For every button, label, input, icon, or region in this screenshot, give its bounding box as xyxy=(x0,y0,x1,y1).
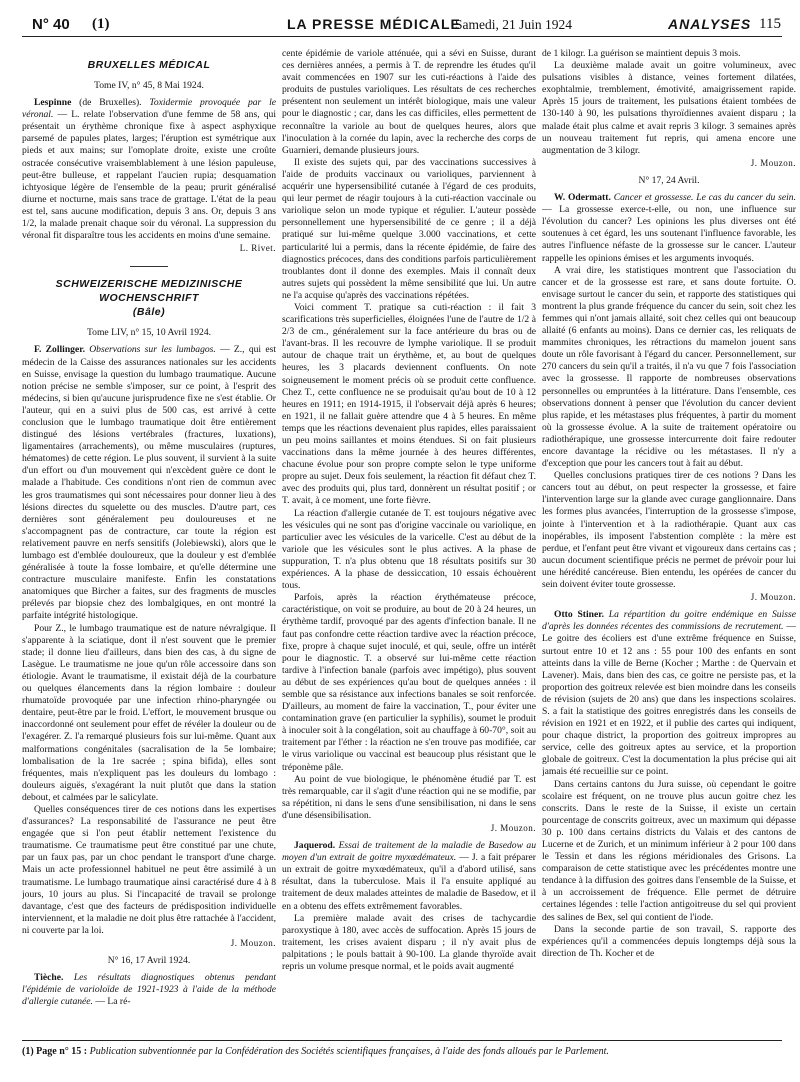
author-name: Jaquerod. xyxy=(294,840,336,852)
page-footnote xyxy=(22,1040,782,1058)
issue-number: N° 40 xyxy=(32,16,70,33)
article-title: Essai de traitement de la maladie de Basedow au moyen d'un extrait de goitre myxœdémateux. xyxy=(282,840,536,864)
journal-reference: Tome IV, n° 45, 8 Mai 1924. xyxy=(94,80,204,91)
abstract-text: — La ré- xyxy=(92,996,131,1008)
abstract-paragraph: A vrai dire, les statistiques montrent que l'association du cancer et de la grossesse est rare, et sans doute fortuite. O. envisage surtout le cancer du sein, et rapporte des statistiques qui montrent la plus grande fréquence du cancer du sein, soit chez les femmes qui n'ont jamais allaité, soit chez celles qui ont beaucoup allaité (6 enfants au moins). Dans ce dernier cas, les reliquats de mammites chroniques, les rétractions du mamelon jouent sans doute un rôle favorisant à l'égard du cancer. Personnellement, sur 270 cancers du sein qu'il a traités, il n'a vu que 7 fois l'association avec la grossesse. Il rapporte de nombreuses observations personnelles ou empruntées à la littérature. Dans l'ensemble, ces observations donnent à penser que l'évolution du cancer devient plus rapide, et les métastases plus fréquentes, à partir du moment où la grossesse évolue. A la suite de traitement opératoire ou radiothérapique, une grossesse intercurrente doit faire redouter encore davantage la récidive ou les métastases. Il n'y a d'exception que pour les cancers tout à fait au début. xyxy=(542,264,796,470)
abstract-paragraph: La réaction d'allergie cutanée de T. est toujours négative avec les vésicules qui ne sont pas d'origine vaccinale ou variolique, en particulier avec les vésicules de la varicelle. C'est au début de la variole que les vésicules sont le plus actives. A la phase de suppuration, T. n'a plus obtenu que 18 résultats positifs sur 30 expériences. A la phase de dessiccation, 10 essais échouèrent tous. xyxy=(282,507,536,592)
journal-heading: SCHWEIZERISCHE MEDIZINISCHE WOCHENSCHRIFT xyxy=(55,278,243,305)
abstract-text: — J. a fait préparer un extrait de goitre myxœdémateux, qu'il a d'abord utilisé, sans résultat, dans la tuberculose. Mais il l'a ensuite appliqué au traitement de deux malades atteintes de maladie de Basedow, et il en a obtenu des effets extrêmement favorables. xyxy=(282,852,536,912)
journal-reference: N° 16, 17 Avril 1924. xyxy=(107,955,191,967)
author-name: W. Odermatt. xyxy=(554,192,611,204)
abstract-text: — La grossesse exerce-t-elle, ou non, une influence sur l'évolution du cancer? Les opinions les plus diverses ont été soutenues à cet égard, les uns soutenant l'influence favorable, les autres l'influence néfaste de la grossesse sur le cancer. L'auteur rappelle les opinions émises et les arguments invoqués. xyxy=(542,204,796,264)
abstract-paragraph: Parfois, après la réaction érythémateuse précoce, caractéristique, on voit se produire, au bout de 20 à 24 heures, un érythème tardif, provoqué par des agents d'infection banale. Il ne faut pas confondre cette réaction tardive avec la réaction précoce, fixe, propre à chaque sujet inoculé, et qui, seule, offre un intérêt pour le diagnostic. T. a observé sur lui-même cette réaction tardive à l'infection banale (parfois avec impétigo), plus souvent au début de ses expériences qu'au bout de quelques années : il semble que sa résistance aux infections banales se soit renforcée. D'ailleurs, au moment de faire la vaccination, T., pour éviter une contamination grave (en particulier la syphilis), soumet le produit à inoculer soit à la congélation, soit au chauffage à 60-70°, soit au traitement par l'éther : la réaction ne s'en trouve pas modifiée, car le virus variolique ou vaccinal est beaucoup plus résistant que le tréponème pâle. xyxy=(282,592,536,773)
section-name: ANALYSES xyxy=(668,16,752,32)
abstract-paragraph xyxy=(542,609,796,778)
journal-reference: Tome LIV, n° 15, 10 Avril 1924. xyxy=(86,327,212,339)
abstract-paragraph: Dans la seconde partie de son travail, S. rapporte des expériences qu'il a commencées depuis longtemps déjà sous la direction de Th. Kocher et de xyxy=(542,923,796,959)
author-name: Otto Stiner. xyxy=(554,609,605,621)
article-title: Cancer et grossesse. Le cas du cancer du sein. xyxy=(610,192,796,204)
abstract-text: — Le goitre des écoliers est d'une extrême fréquence en Suisse, surtout entre 10 et 12 ans : 55 pour 100 des enfants en sont atteints dans la ville de Berne (Kocher ; Marthe : de Quervain et Lavener). Mais, dans bien des cas, ce goitre ne persiste pas, et la proportion des goitreux relevée est bien moindre dans les conseils de révision (sujets de 20 ans) que dans les inspections scolaires. S. a fait la statistique des goitres enregistrés dans les conseils de révision en 1921 et en 1922, et il publie des cartes qui indiquent, pour chaque district, la proportion des goitreux impropres au service, celle des goitreux aptes au service, et la proportion globale de goitreux. C'est la documentation la plus précise qui ait jamais été recueillie sur ce point. xyxy=(542,621,796,778)
abstract-paragraph: Pour Z., le lumbago traumatique est de nature névralgique. Il s'apparente à la sciatique, dont il n'est souvent que le premier stade; il donne lieu d'ailleurs, dans bien des cas, à du signe de Lasègue. Le traumatisme ne joue qu'un rôle accessoire dans son étiologie. Avant le traumatisme, il existait déjà de la courbature ou quelques élancements dans la région lombaire : douleur rhumatoïde provoquée par une infection rhino-pharyngée ou dentaire, peut-être par le froid. L'effort, le mouvement brusque ou inaccordonné ont seulement pour effet de révéler la douleur ou de l'exagérer. Z. l'a remarqué plusieurs fois sur lui-même. Quant aux malformations congénitales (sacralisation de la 5e lombaire; lombalisation de la 1re sacrée ; spina bifida), elles sont fréquentes, mais n'expliquent pas les douleurs du lombago : douleurs aiguës, s'exagérant la nuit plutôt que dans la station debout, et calmées par le salicylate. xyxy=(22,622,276,803)
signature: J. Mouzon. xyxy=(750,157,796,168)
signature: J. Mouzon. xyxy=(490,823,536,833)
abstract-paragraph: Au point de vue biologique, le phénomène étudié par T. est très remarquable, car il s'agit d'une réaction qui ne se modifie, par sa répétition, ni dans le sens d'une sensibilisation, ni dans le sens d'une désensibilisation. xyxy=(282,773,536,821)
author-name: Lespinne xyxy=(34,97,72,109)
signature: J. Mouzon. xyxy=(230,938,276,948)
abstract-paragraph xyxy=(22,972,276,1008)
abstract-paragraph: Il existe des sujets qui, par des vaccinations successives à l'aide de produits vaccinaux ou varioliques, parviennent à acquérir une hypersensibilité cutanée à l'égard de ces produits, qui leur permet de réagir toujours à la cuti-réaction vaccinale ou variolique selon un mode typique et régulier. L'auteur possède personnellement une hypersensibilité de ce genre ; il a déjà pratiqué sur lui-même quelque 3.000 vaccinations, et cette particularité lui a permis, dans la récente épidémie, de faire des diagnostics précoces, dans des conditions parfois particulièrement troublantes dont il donne des exemples. Mais il connaît deux autres sujets qui possèdent la même sensibilité que lui. Un autre ne l'a acquise qu'après des vaccinations répétées. xyxy=(282,156,536,301)
author-affiliation: (de Bruxelles). xyxy=(71,97,150,109)
abstract-paragraph: La première malade avait des crises de tachycardie paroxystique à 180, avec accès de suffocation. Après 15 jours de traitement, les crises avaient disparu ; il n'y avait plus de palpitations ; le pouls battait à 90-100. La glande thyroïde avait repris un volume presque normal, et le poids avait augmenté xyxy=(282,912,536,973)
author-name: F. Zollinger. xyxy=(34,344,85,356)
abstract-paragraph: Voici comment T. pratique sa cuti-réaction : il fait 3 scarifications très superficielles, éloignées l'une de l'autre de 1/2 à 2/3 de cm., généralement sur la face antérieure du bras ou de l'avant-bras. Il les recouvre de lymphe variolique. Il se produit autour de chaque trait un érythème, et, au bout de quelques heures, les 3 placards deviennent confluents. On note soigneusement le moment précis où se produit cette confluence. Chez T., cette confluence ne se produisait qu'au bout de 10 à 12 heures en 1911; en 1914-1915, il l'observait déjà après 6 heures; en 1921, il ne fallait guère attendre que 4 à 5 heures. En même temps que les réactions devenaient plus rapides, elles paraissaient un peu moins saillantes et moins étendues. Si on fait plusieurs vaccinations dans la même journée à des heures différentes, chacune évolue pour son propre compte selon le type uniforme propre au sujet. Deux fois seulement, la réaction fit défaut chez T. avec des produits qui, plus tard, donnèrent un résultat positif ; or T. avait, à ce moment, une forte fièvre. xyxy=(282,301,536,507)
column-1 xyxy=(22,48,276,1032)
journal-heading: BRUXELLES MÉDICAL xyxy=(87,59,211,71)
article-title: Les résultats diagnostiques obtenus pendant l'épidémie de varioloïde de 1921-1923 à l'aide de la méthode d'allergie cutanée. xyxy=(22,972,276,1008)
abstract-paragraph: Dans certains cantons du Jura suisse, où cependant le goitre scolaire est fréquent, on ne trouve plus aucun goitre chez les conscrits. Dans le reste de la Suisse, il existe un certain pourcentage de conscrits goitreux, avec un maximum qui dépasse 30 p. 100 dans certains districts du Valais et des cantons de Lucerne et de Zurich, et un minimum inférieur à 2 pour 100 dans le Tessin et dans les régions méridionales des Grisons. La comparaison de cette statistique avec les précédentes montre une tendance à la diffusion des goitres dans l'ensemble de la Suisse, et à un accroissement de fréquence. Elle permet de détruire certaines légendes : telle l'action antigoitreuse du sel qui provient des salines de Bex, sel qui contient de l'iode. xyxy=(542,778,796,923)
journal-reference: N° 17, 24 Avril. xyxy=(638,174,700,186)
page-header xyxy=(22,16,782,37)
abstract-paragraph: Quelles conséquences tirer de ces notions dans les expertises d'assurances? La responsabilité de l'assurance ne peut être engagée que si l'on peut établir nettement l'existence du traumatisme. Ce traumatisme peut être constitué par une chute, par un faux pas, par un choc pendant le transport d'une charge. Mais un acte professionnel habituel ne peut être assimilé à un traumatisme. Le lumbago traumatique ainsi caractérisé dure 4 à 8 jours, 10 jours au plus. Si l'incapacité de travail se prolonge davantage, c'est que des facteurs de prédisposition individuelle interviennent, et la maladie ne doit plus être rattachée à l'accident, ni couverte par la loi. xyxy=(22,803,276,936)
abstract-paragraph: de 1 kilogr. La guérison se maintient depuis 3 mois. xyxy=(542,48,741,59)
column-3 xyxy=(542,48,796,1032)
signature: L. Rivet. xyxy=(239,243,276,254)
abstract-text: — L. relate l'observation d'une femme de 58 ans, qui présentait un érythème chronique fixe à aspect asphyxique parsemé de papules plates, larges; l'éruption est symétrique aux pieds et aux mains; sur l'omoplate droite, existe une croûte ostracée consécutive vraisemblablement à une lésion papuleuse, peut-être bulleuse, et rappelant l'aucien rupia; desquamation ichtyosique légère de l'ensemble de la peau; prurit généralisé diurne et nocturne, mais sans trace de grattage. L'état de la peau est tel, sans aucune modification, depuis 3 ans. Or, depuis 3 ans 1/2, la malade prenait chaque soir du véronal. La suppression du véronal fit disparaître tous les accidents en moins d'une semaine. xyxy=(22,109,276,242)
page-number: 115 xyxy=(759,16,781,32)
issue-date: Samedi, 21 Juin 1924 xyxy=(455,17,572,32)
page-index: (1) xyxy=(92,16,110,32)
abstract-paragraph xyxy=(22,344,276,622)
abstract-paragraph xyxy=(282,840,536,913)
journal-title: LA PRESSE MÉDICALE xyxy=(287,16,461,32)
abstract-paragraph: La deuxième malade avait un goitre volumineux, avec pulsations visibles à distance, veines fortement dilatées, exophtalmie, tremblement, émotivité, amaigrissement rapide. Après 15 jours de traitement, les pulsations étaient tombées de 130-140 à 90, les pulsations thyroïdiennes avaient disparu ; la malade était plus calme et avait repris 3 kilogr. 3 semaines après un nouveau traitement fut repris, qui amena encore une augmentation de 3 kilogr. xyxy=(542,60,796,156)
footnote-text: Publication subventionnée par la Confédération des Sociétés scientifiques françaises, à l'aide des fonds alloués par le Parlement. xyxy=(87,1046,609,1057)
column-2 xyxy=(282,48,536,1032)
abstract-paragraph: Quelles conclusions pratiques tirer de ces notions ? Dans les cancers tout au début, on peut respecter la grossesse, et faire l'intervention large sur la glande avec curage ganglionnaire. Dans les formes plus avancées, l'interruption de la grossesse s'impose, jointe à l'intervention et à la radiothérapie. Quant aux cas inopérables, ils imposent l'abstention complète : la mère est perdue, et l'enfant peut être vivant et vigoureux dans certains cas ; aucun document scientifique précis ne permet de prévoir pour lui une hérédité cancéreuse. Bien entendu, les opérées de cancer du sein doivent éviter toute grossesse. xyxy=(542,470,796,591)
footnote-tag: (1) Page n° 15 : xyxy=(22,1046,88,1057)
abstract-text: — Z., qui est médecin de la Caisse des assurances nationales sur les accidents en Suisse, envisage la question du lumbago traumatique. Aucune notion précise ne semble s'imposer, sur ce point, à l'esprit des médecins, si bien qu'aucune jurisprudence fixe ne s'est établie. Or l'auteur, qui en a suivi plus de 500 cas, est arrivé à cette conclusion que le lumbago traumatique doit être entièrement distingué des lésions vertébrales (fractures, luxations), ligamentaires (arrachements), ou même musculaires (ruptures, hématomes) de cette région. Le plus souvent, il survient à la suite d'un effort ou d'un mouvement qui n'excèdent guère ce dont le malade a l'habitude. Ces conditions n'ont rien de commun avec les gros traumatismes qui sont nécessaires pour donner lieu à des lésions directes du squelette ou des muscles. D'autre part, ces dernières sont généralement peu douloureuses et ne s'accompagnent pas de contracture, car toute la région est relativement pauvre en nerfs sensitifs (Jolebiewski), alors que le lumbago est d'emblée douloureux, que la douleur y est d'emblée généralisée à toute la fosse lombaire, et qu'elle détermine une contracture musculaire manifeste. Enfin les constatations anatomiques que Bircher a faites, sur des fragments de muscles prélevés par biopsie chez des lombalgiques, en ont montré la parfaite intégrité histologique. xyxy=(22,344,276,622)
divider xyxy=(130,266,168,267)
article-title: Toxidermie provoquée par le véronal. xyxy=(22,97,276,121)
article-title: La répartition du goitre endémique en Suisse d'après les données récentes des commissions de recrutement. xyxy=(542,609,796,633)
article-title: Observations sur les lumbagos. xyxy=(85,344,216,356)
abstract-paragraph xyxy=(542,192,796,265)
abstract-paragraph: cente épidémie de variole atténuée, qui a sévi en Suisse, durant ces dernières années, a permis à T. de reprendre les études qu'il avait commencées en 1907 sur les cuti-réactions à l'aide des produits de pustules varioliques. Les résultats de ces recherches présentent non seulement un intérêt biologique, mais une valeur pour le diagnostic ; car, dans les cas difficiles, elles permettent de reconnaître la variole au bout de quelques heures, alors que l'inoculation à la cornée du lapin, avec la recherche des corps de Guarnieri, demande plusieurs jours. xyxy=(282,48,536,156)
author-name: Tièche. xyxy=(34,972,64,984)
abstract-paragraph xyxy=(22,97,276,242)
signature: J. Mouzon. xyxy=(750,592,796,603)
journal-city: (Bâle) xyxy=(132,306,166,319)
